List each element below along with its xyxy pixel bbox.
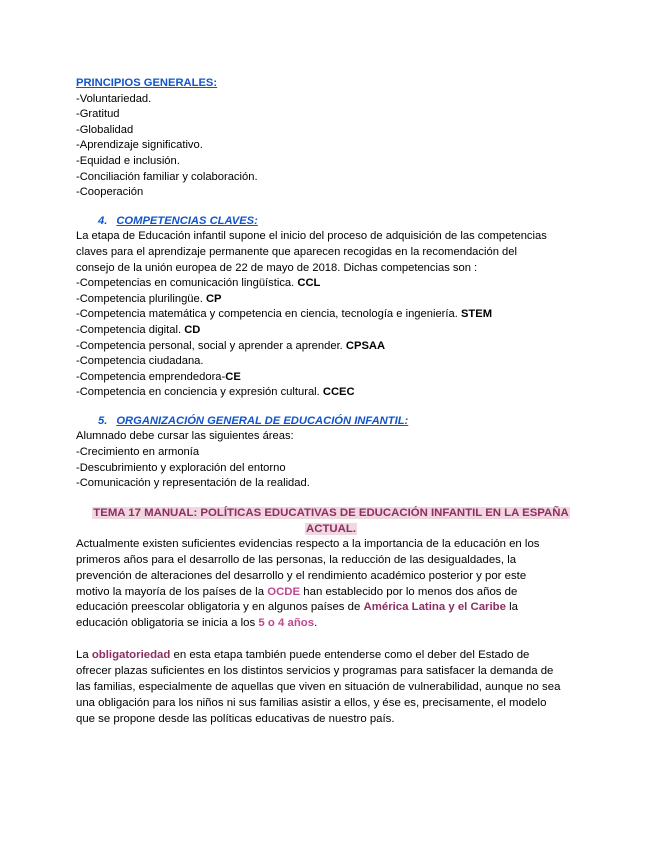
- list-item: -Gratitud: [76, 108, 120, 121]
- para-line: [76, 600, 586, 616]
- list-item: [76, 323, 586, 339]
- text: La: [76, 649, 92, 662]
- para-line: [76, 616, 586, 632]
- list-item: -Voluntariedad.: [76, 92, 152, 105]
- section-number: 5.: [98, 414, 108, 427]
- intro-line: claves para el aprendizaje permanente que aparecen recogidas en la recomendación del: [76, 245, 517, 258]
- list-item: -Crecimiento en armonía: [76, 446, 200, 459]
- list-item: [76, 292, 586, 308]
- item-code: CCL: [297, 277, 321, 290]
- para-line: prevención de alteraciones del desarrollo y el rendimiento académico posterior y por este: [76, 569, 527, 582]
- text: la: [505, 601, 518, 614]
- document-page: [76, 76, 586, 728]
- tema-title-line: ACTUAL.: [306, 522, 356, 535]
- section-number: 4.: [98, 214, 108, 227]
- intro-line: La etapa de Educación infantil supone el inicio del proceso de adquisición de las competencias: [76, 230, 547, 243]
- paragraph-1: [76, 537, 586, 632]
- list-item: -Conciliación familiar y colaboración.: [76, 170, 258, 183]
- para-line: [76, 648, 586, 664]
- list-item: -Comunicación y representación de la realidad.: [76, 477, 310, 490]
- item-text: -Competencia plurilingüe.: [76, 292, 206, 305]
- item-code: STEM: [460, 308, 493, 321]
- item-text: -Competencia personal, social y aprender a aprender.: [76, 339, 346, 352]
- list-item: -Cooperación: [76, 186, 144, 199]
- section-title: COMPETENCIAS CLAVES:: [116, 214, 258, 227]
- para-line: Actualmente existen suficientes evidencias respecto a la importancia de la educación en los: [76, 537, 540, 550]
- para-line: una obligación para los niños ni sus familias asistir a ellos, y ése es, precisamente, el modelo: [76, 697, 547, 709]
- highlight-edades: 5 o 4 años: [258, 617, 315, 630]
- organizacion-heading: [98, 414, 586, 430]
- list-item: [76, 276, 586, 292]
- list-item: -Equidad e inclusión.: [76, 154, 180, 167]
- text: .: [314, 617, 318, 630]
- item-code: CE: [225, 370, 241, 383]
- item-text: -Competencia en conciencia y expresión cultural.: [76, 386, 323, 399]
- list-item: [76, 354, 586, 370]
- text: en esta etapa también puede entenderse como el deber del Estado de: [170, 649, 530, 662]
- item-text: -Competencia emprendedora-: [76, 370, 226, 383]
- text: educación preescolar obligatoria y en algunos países de: [76, 601, 364, 614]
- item-text: -Competencias en comunicación lingüística.: [76, 277, 298, 290]
- tema-title-line: TEMA 17 MANUAL: POLÍTICAS EDUCATIVAS DE EDUCACIÓN INFANTIL EN LA ESPAÑA: [93, 506, 569, 519]
- principios-heading: PRINCIPIOS GENERALES:: [76, 77, 218, 89]
- list-item: [76, 307, 586, 323]
- item-code: CCEC: [322, 386, 355, 399]
- intro-line: consejo de la unión europea de 22 de mayo de 2018. Dichas competencias son :: [76, 261, 478, 274]
- competencias-heading: [98, 214, 586, 230]
- text: motivo la mayoría de los países de la: [76, 585, 268, 598]
- list-item: -Descubrimiento y exploración del entorno: [76, 461, 286, 474]
- list-item: -Globalidad: [76, 123, 134, 136]
- paragraph-2: [76, 648, 586, 728]
- highlight-ocde: OCDE: [267, 585, 301, 598]
- para-line: ofrecer plazas suficientes en los distintos servicios y programas para satisfacer la demanda de: [76, 665, 554, 678]
- para-line: [76, 585, 586, 601]
- text: han establecido por lo menos dos años de: [300, 585, 518, 598]
- para-line: primeros años para el desarrollo de las personas, la reducción de las desigualdades, la: [76, 553, 517, 566]
- highlight-america-latina: América Latina y el Caribe: [363, 601, 506, 614]
- item-code: CD: [184, 323, 201, 336]
- para-line: las familias, especialmente de aquellas que viven en situación de vulnerabilidad, aunque no sea: [76, 681, 561, 694]
- para-line: que se propone desde las políticas educativas de nuestro país.: [76, 712, 395, 725]
- section-title: ORGANIZACIÓN GENERAL DE EDUCACIÓN INFANTIL:: [116, 414, 409, 427]
- list-item: -Aprendizaje significativo.: [76, 139, 203, 152]
- item-text: -Competencia ciudadana.: [76, 355, 204, 368]
- text: educación obligatoria se inicia a los: [76, 617, 259, 630]
- intro-line: Alumnado debe cursar las siguientes áreas:: [76, 430, 294, 443]
- tema-title: [76, 505, 586, 537]
- list-item: [76, 370, 586, 386]
- item-text: -Competencia digital.: [76, 323, 185, 336]
- list-item: [76, 339, 586, 355]
- list-item: [76, 385, 586, 401]
- item-text: -Competencia matemática y competencia en ciencia, tecnología e ingeniería.: [76, 308, 461, 321]
- highlight-obligatoriedad: obligatoriedad: [91, 649, 171, 662]
- item-code: CP: [205, 292, 222, 305]
- item-code: CPSAA: [345, 339, 386, 352]
